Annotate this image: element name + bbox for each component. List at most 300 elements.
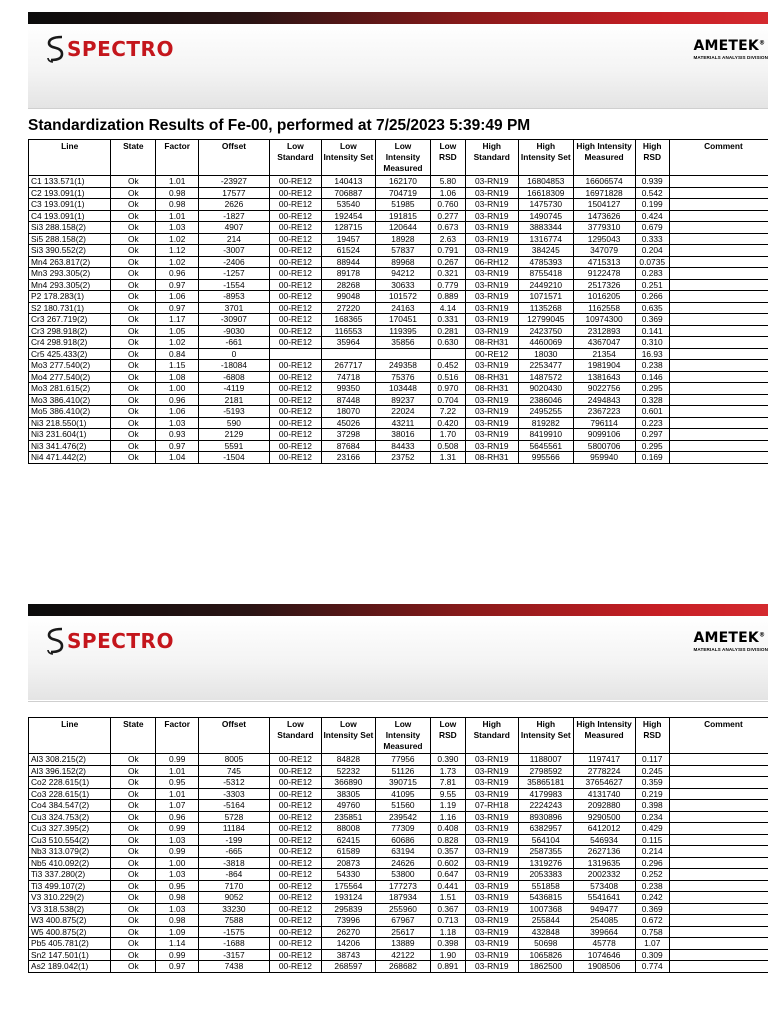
cell-low-rsd: 0.704 [431, 394, 465, 406]
cell-high-standard: 03-RN19 [465, 788, 519, 800]
cell-low-intensity-set: 168365 [322, 314, 376, 326]
cell-factor: 0.95 [156, 777, 199, 789]
cell-low-intensity-set: 88944 [322, 256, 376, 268]
cell-high-intensity-set: 1071571 [519, 291, 574, 303]
cell-high-standard: 03-RN19 [465, 892, 519, 904]
cell-low-standard: 00-RE12 [269, 406, 321, 418]
cell-low-intensity-measured: 162170 [375, 176, 431, 188]
cell-factor: 1.03 [156, 869, 199, 881]
cell-low-rsd: 0.713 [431, 915, 465, 927]
cell-high-intensity-measured: 2494843 [573, 394, 635, 406]
cell-offset: 17577 [199, 187, 270, 199]
cell-comment [669, 383, 768, 395]
cell-low-rsd: 0.398 [431, 938, 465, 950]
cell-high-intensity-set: 1862500 [519, 961, 574, 973]
cell-low-rsd: 0.760 [431, 199, 465, 211]
cell-offset: -3303 [199, 788, 270, 800]
cell-state: Ok [111, 811, 156, 823]
cell-low-rsd: 0.420 [431, 417, 465, 429]
header-high-intensity-set: High Intensity Set [519, 718, 574, 754]
cell-state: Ok [111, 222, 156, 234]
cell-low-intensity-set: 49760 [322, 800, 376, 812]
cell-factor: 0.98 [156, 892, 199, 904]
cell-high-intensity-measured: 5800706 [573, 440, 635, 452]
cell-low-intensity-set: 268597 [322, 961, 376, 973]
header-offset: Offset [199, 140, 270, 176]
cell-factor: 0.96 [156, 394, 199, 406]
cell-offset: 5591 [199, 440, 270, 452]
table-row [29, 938, 768, 950]
cell-high-standard: 03-RN19 [465, 961, 519, 973]
cell-low-standard: 00-RE12 [269, 360, 321, 372]
cell-offset: 4907 [199, 222, 270, 234]
cell-low-rsd: 0.791 [431, 245, 465, 257]
cell-comment [669, 406, 768, 418]
cell-high-intensity-set: 4179983 [519, 788, 574, 800]
cell-high-intensity-measured: 37654627 [573, 777, 635, 789]
cell-line: Mn4 263.817(2) [29, 256, 111, 268]
cell-high-intensity-measured: 1074646 [573, 949, 635, 961]
cell-high-rsd: 0.219 [635, 788, 669, 800]
cell-high-intensity-set: 8419910 [519, 429, 574, 441]
cell-high-standard: 03-RN19 [465, 846, 519, 858]
cell-low-standard: 00-RE12 [269, 187, 321, 199]
cell-high-rsd: 0.251 [635, 279, 669, 291]
cell-high-rsd: 0.328 [635, 394, 669, 406]
cell-high-intensity-set: 18030 [519, 348, 574, 360]
cell-high-intensity-measured: 4131740 [573, 788, 635, 800]
cell-low-intensity-set: 366890 [322, 777, 376, 789]
cell-low-intensity-set: 26270 [322, 926, 376, 938]
cell-offset: -661 [199, 337, 270, 349]
cell-comment [669, 245, 768, 257]
cell-high-rsd: 0.252 [635, 869, 669, 881]
cell-high-intensity-set: 2053383 [519, 869, 574, 881]
cell-comment [669, 279, 768, 291]
header-low-intensity-set: Low Intensity Set [322, 718, 376, 754]
cell-high-intensity-measured: 2517326 [573, 279, 635, 291]
cell-comment [669, 949, 768, 961]
cell-comment [669, 777, 768, 789]
cell-low-intensity-set: 128715 [322, 222, 376, 234]
cell-high-rsd: 0.245 [635, 765, 669, 777]
spectro-logo-text: SPECTRO [67, 37, 174, 61]
header-high-intensity-measured: High Intensity Measured [573, 718, 635, 754]
cell-low-intensity-set: 267717 [322, 360, 376, 372]
cell-state: Ok [111, 961, 156, 973]
cell-high-standard: 07-RH18 [465, 800, 519, 812]
cell-high-rsd: 0.115 [635, 834, 669, 846]
cell-line: Co4 384.547(2) [29, 800, 111, 812]
cell-low-rsd: 0.889 [431, 291, 465, 303]
cell-comment [669, 176, 768, 188]
cell-high-intensity-set: 5645561 [519, 440, 574, 452]
cell-low-standard: 00-RE12 [269, 788, 321, 800]
cell-high-intensity-set: 5436815 [519, 892, 574, 904]
cell-state: Ok [111, 788, 156, 800]
cell-high-rsd: 0.296 [635, 857, 669, 869]
cell-low-standard: 00-RE12 [269, 765, 321, 777]
cell-high-rsd: 0.310 [635, 337, 669, 349]
cell-low-standard: 00-RE12 [269, 926, 321, 938]
cell-line: Nb3 313.079(2) [29, 846, 111, 858]
table-row [29, 915, 768, 927]
cell-factor: 0.99 [156, 754, 199, 766]
header-low-rsd: Low RSD [431, 718, 465, 754]
cell-low-intensity-measured: 53800 [375, 869, 431, 881]
cell-high-standard: 03-RN19 [465, 199, 519, 211]
cell-state: Ok [111, 903, 156, 915]
cell-low-rsd: 5.80 [431, 176, 465, 188]
cell-low-standard: 00-RE12 [269, 417, 321, 429]
cell-offset: 11184 [199, 823, 270, 835]
cell-high-intensity-measured: 2002332 [573, 869, 635, 881]
cell-low-standard: 00-RE12 [269, 210, 321, 222]
cell-high-intensity-measured: 1162558 [573, 302, 635, 314]
cell-line: Mo3 277.540(2) [29, 360, 111, 372]
cell-line: Ni4 471.442(2) [29, 452, 111, 464]
cell-offset: 745 [199, 765, 270, 777]
cell-high-intensity-measured: 546934 [573, 834, 635, 846]
table-row [29, 222, 768, 234]
cell-high-intensity-measured: 9022756 [573, 383, 635, 395]
cell-line: Si5 288.158(2) [29, 233, 111, 245]
cell-low-intensity-measured: 41095 [375, 788, 431, 800]
cell-offset: -4119 [199, 383, 270, 395]
cell-high-intensity-set: 8930896 [519, 811, 574, 823]
cell-comment [669, 452, 768, 464]
cell-comment [669, 811, 768, 823]
cell-factor: 0.93 [156, 429, 199, 441]
cell-factor: 1.03 [156, 903, 199, 915]
cell-high-intensity-set: 2253477 [519, 360, 574, 372]
cell-low-standard: 00-RE12 [269, 222, 321, 234]
cell-low-rsd: 0.390 [431, 754, 465, 766]
cell-offset: -1504 [199, 452, 270, 464]
cell-line: Ni3 218.550(1) [29, 417, 111, 429]
cell-offset: -3157 [199, 949, 270, 961]
cell-low-intensity-measured: 249358 [375, 360, 431, 372]
cell-comment [669, 233, 768, 245]
cell-offset: -8953 [199, 291, 270, 303]
cell-low-rsd: 0.647 [431, 869, 465, 881]
table-row [29, 846, 768, 858]
cell-factor: 1.09 [156, 926, 199, 938]
cell-low-intensity-set: 74718 [322, 371, 376, 383]
cell-low-standard: 00-RE12 [269, 961, 321, 973]
cell-factor: 0.98 [156, 915, 199, 927]
cell-low-rsd [431, 348, 465, 360]
cell-high-rsd: 0.774 [635, 961, 669, 973]
cell-comment [669, 926, 768, 938]
table-row [29, 233, 768, 245]
cell-high-intensity-measured: 2367223 [573, 406, 635, 418]
cell-state: Ok [111, 268, 156, 280]
cell-high-intensity-set: 995566 [519, 452, 574, 464]
cell-high-intensity-set: 2423750 [519, 325, 574, 337]
cell-state: Ok [111, 880, 156, 892]
cell-line: W5 400.875(2) [29, 926, 111, 938]
cell-low-intensity-set: 99048 [322, 291, 376, 303]
cell-high-intensity-measured: 9290500 [573, 811, 635, 823]
cell-state: Ok [111, 869, 156, 881]
cell-factor: 1.00 [156, 383, 199, 395]
cell-high-intensity-measured: 2778224 [573, 765, 635, 777]
cell-offset: -864 [199, 869, 270, 881]
cell-low-intensity-set: 99350 [322, 383, 376, 395]
table-row [29, 834, 768, 846]
cell-low-intensity-measured: 35856 [375, 337, 431, 349]
cell-state: Ok [111, 325, 156, 337]
cell-offset: 7588 [199, 915, 270, 927]
cell-low-intensity-measured: 63194 [375, 846, 431, 858]
cell-high-standard: 03-RN19 [465, 314, 519, 326]
cell-state: Ok [111, 440, 156, 452]
cell-low-standard: 00-RE12 [269, 869, 321, 881]
cell-high-rsd: 0.635 [635, 302, 669, 314]
cell-low-rsd: 1.31 [431, 452, 465, 464]
cell-line: V3 310.229(2) [29, 892, 111, 904]
cell-factor: 0.97 [156, 302, 199, 314]
cell-low-intensity-set: 87684 [322, 440, 376, 452]
cell-high-standard: 03-RN19 [465, 949, 519, 961]
cell-comment [669, 846, 768, 858]
cell-low-standard: 00-RE12 [269, 325, 321, 337]
cell-high-standard: 03-RN19 [465, 869, 519, 881]
cell-low-rsd: 0.602 [431, 857, 465, 869]
cell-offset: -3818 [199, 857, 270, 869]
cell-offset: 3701 [199, 302, 270, 314]
table-row [29, 903, 768, 915]
cell-low-standard: 00-RE12 [269, 800, 321, 812]
cell-comment [669, 187, 768, 199]
table-row [29, 360, 768, 372]
cell-line: Si3 288.158(2) [29, 222, 111, 234]
cell-high-intensity-set: 2495255 [519, 406, 574, 418]
cell-high-intensity-measured: 45778 [573, 938, 635, 950]
cell-line: Ni3 231.604(1) [29, 429, 111, 441]
cell-low-intensity-measured: 187934 [375, 892, 431, 904]
cell-offset: 214 [199, 233, 270, 245]
cell-factor: 0.97 [156, 440, 199, 452]
cell-state: Ok [111, 406, 156, 418]
ametek-logo-text: AMETEK [693, 630, 759, 646]
cell-low-rsd: 2.63 [431, 233, 465, 245]
cell-line: Pb5 405.781(2) [29, 938, 111, 950]
header-divider [28, 701, 768, 702]
cell-high-intensity-set: 50698 [519, 938, 574, 950]
table-row [29, 788, 768, 800]
spectro-logo [46, 626, 174, 656]
cell-high-rsd: 0.295 [635, 440, 669, 452]
cell-low-standard: 00-RE12 [269, 452, 321, 464]
cell-low-rsd: 1.18 [431, 926, 465, 938]
cell-state: Ok [111, 245, 156, 257]
cell-factor: 0.97 [156, 279, 199, 291]
cell-offset: -1575 [199, 926, 270, 938]
cell-low-intensity-set: 61524 [322, 245, 376, 257]
cell-line: Mn3 293.305(2) [29, 268, 111, 280]
cell-low-standard: 00-RE12 [269, 291, 321, 303]
cell-comment [669, 765, 768, 777]
cell-high-standard: 03-RN19 [465, 222, 519, 234]
table-row [29, 880, 768, 892]
cell-high-rsd: 0.146 [635, 371, 669, 383]
cell-low-intensity-set: 18070 [322, 406, 376, 418]
cell-high-intensity-set: 9020430 [519, 383, 574, 395]
cell-line: Si3 390.552(2) [29, 245, 111, 257]
cell-high-rsd: 0.679 [635, 222, 669, 234]
cell-high-rsd: 1.07 [635, 938, 669, 950]
cell-comment [669, 210, 768, 222]
cell-state: Ok [111, 915, 156, 927]
cell-high-standard: 03-RN19 [465, 429, 519, 441]
ametek-logo-text: AMETEK [693, 38, 759, 54]
cell-low-rsd: 7.81 [431, 777, 465, 789]
cell-factor: 0.95 [156, 880, 199, 892]
cell-high-intensity-set: 12799045 [519, 314, 574, 326]
cell-low-intensity-measured: 38016 [375, 429, 431, 441]
table-row [29, 325, 768, 337]
cell-offset: -30907 [199, 314, 270, 326]
cell-high-intensity-set: 432848 [519, 926, 574, 938]
cell-state: Ok [111, 279, 156, 291]
cell-high-intensity-measured: 5541641 [573, 892, 635, 904]
cell-low-intensity-measured: 30633 [375, 279, 431, 291]
cell-offset: 7170 [199, 880, 270, 892]
cell-high-intensity-set: 564104 [519, 834, 574, 846]
ametek-logo [693, 38, 768, 60]
cell-low-intensity-set: 192454 [322, 210, 376, 222]
cell-state: Ok [111, 765, 156, 777]
cell-offset: 2129 [199, 429, 270, 441]
cell-offset: -1257 [199, 268, 270, 280]
cell-high-standard: 03-RN19 [465, 291, 519, 303]
cell-state: Ok [111, 302, 156, 314]
cell-factor: 0.84 [156, 348, 199, 360]
cell-factor: 0.98 [156, 187, 199, 199]
cell-high-intensity-set: 2798592 [519, 765, 574, 777]
cell-factor: 1.01 [156, 176, 199, 188]
cell-low-intensity-measured: 23752 [375, 452, 431, 464]
header-low-intensity-set: Low Intensity Set [322, 140, 376, 176]
table-row [29, 440, 768, 452]
cell-factor: 1.02 [156, 256, 199, 268]
cell-high-intensity-measured: 796114 [573, 417, 635, 429]
cell-high-intensity-set: 4460069 [519, 337, 574, 349]
header-low-standard: Low Standard [269, 140, 321, 176]
cell-line: Ni3 341.476(2) [29, 440, 111, 452]
cell-offset: -3007 [199, 245, 270, 257]
cell-high-rsd: 0.369 [635, 314, 669, 326]
cell-state: Ok [111, 892, 156, 904]
cell-line: Mo3 281.615(2) [29, 383, 111, 395]
cell-state: Ok [111, 949, 156, 961]
cell-low-rsd: 1.70 [431, 429, 465, 441]
cell-line: C1 133.571(1) [29, 176, 111, 188]
cell-low-rsd: 0.277 [431, 210, 465, 222]
cell-line: Sn2 147.501(1) [29, 949, 111, 961]
cell-low-rsd: 1.16 [431, 811, 465, 823]
cell-state: Ok [111, 823, 156, 835]
cell-low-intensity-measured: 67967 [375, 915, 431, 927]
cell-high-standard: 03-RN19 [465, 233, 519, 245]
cell-low-rsd: 4.14 [431, 302, 465, 314]
header-low-standard: Low Standard [269, 718, 321, 754]
spectro-logo-icon [46, 626, 64, 656]
cell-state: Ok [111, 314, 156, 326]
cell-high-standard: 06-RH12 [465, 256, 519, 268]
cell-high-intensity-measured: 254085 [573, 915, 635, 927]
table-row [29, 176, 768, 188]
cell-high-rsd: 0.238 [635, 360, 669, 372]
cell-low-rsd: 0.673 [431, 222, 465, 234]
cell-low-standard: 00-RE12 [269, 176, 321, 188]
cell-low-standard: 00-RE12 [269, 429, 321, 441]
cell-line: Cr5 425.433(2) [29, 348, 111, 360]
cell-low-intensity-measured: 77309 [375, 823, 431, 835]
table-row [29, 811, 768, 823]
table-row [29, 383, 768, 395]
cell-comment [669, 291, 768, 303]
cell-low-standard: 00-RE12 [269, 394, 321, 406]
cell-state: Ok [111, 233, 156, 245]
cell-comment [669, 222, 768, 234]
cell-high-intensity-measured: 1381643 [573, 371, 635, 383]
cell-low-rsd: 0.779 [431, 279, 465, 291]
cell-high-intensity-set: 35865181 [519, 777, 574, 789]
cell-high-standard: 03-RN19 [465, 777, 519, 789]
cell-offset: -5312 [199, 777, 270, 789]
cell-high-standard: 03-RN19 [465, 406, 519, 418]
cell-comment [669, 302, 768, 314]
table-row [29, 869, 768, 881]
header-high-rsd: High RSD [635, 718, 669, 754]
cell-high-standard: 03-RN19 [465, 754, 519, 766]
cell-state: Ok [111, 371, 156, 383]
cell-low-standard: 00-RE12 [269, 823, 321, 835]
cell-state: Ok [111, 429, 156, 441]
cell-low-standard: 00-RE12 [269, 915, 321, 927]
cell-high-rsd: 0.758 [635, 926, 669, 938]
cell-high-rsd: 0.234 [635, 811, 669, 823]
cell-offset: -2406 [199, 256, 270, 268]
header-comment: Comment [669, 718, 768, 754]
cell-factor: 1.03 [156, 222, 199, 234]
cell-offset: -6808 [199, 371, 270, 383]
cell-low-intensity-measured: 18928 [375, 233, 431, 245]
cell-state: Ok [111, 417, 156, 429]
cell-high-rsd: 0.295 [635, 383, 669, 395]
cell-high-standard: 03-RN19 [465, 938, 519, 950]
cell-low-intensity-set: 54330 [322, 869, 376, 881]
header-factor: Factor [156, 140, 199, 176]
cell-state: Ok [111, 777, 156, 789]
cell-high-standard: 08-RH31 [465, 452, 519, 464]
results-table-2 [28, 717, 768, 973]
cell-low-intensity-set: 38305 [322, 788, 376, 800]
table-row [29, 268, 768, 280]
cell-low-standard: 00-RE12 [269, 279, 321, 291]
cell-low-standard: 00-RE12 [269, 199, 321, 211]
cell-high-standard: 03-RN19 [465, 245, 519, 257]
cell-high-standard: 08-RH31 [465, 337, 519, 349]
cell-state: Ok [111, 210, 156, 222]
cell-low-intensity-set: 20873 [322, 857, 376, 869]
cell-factor: 1.02 [156, 337, 199, 349]
table-row [29, 199, 768, 211]
cell-factor: 0.99 [156, 846, 199, 858]
